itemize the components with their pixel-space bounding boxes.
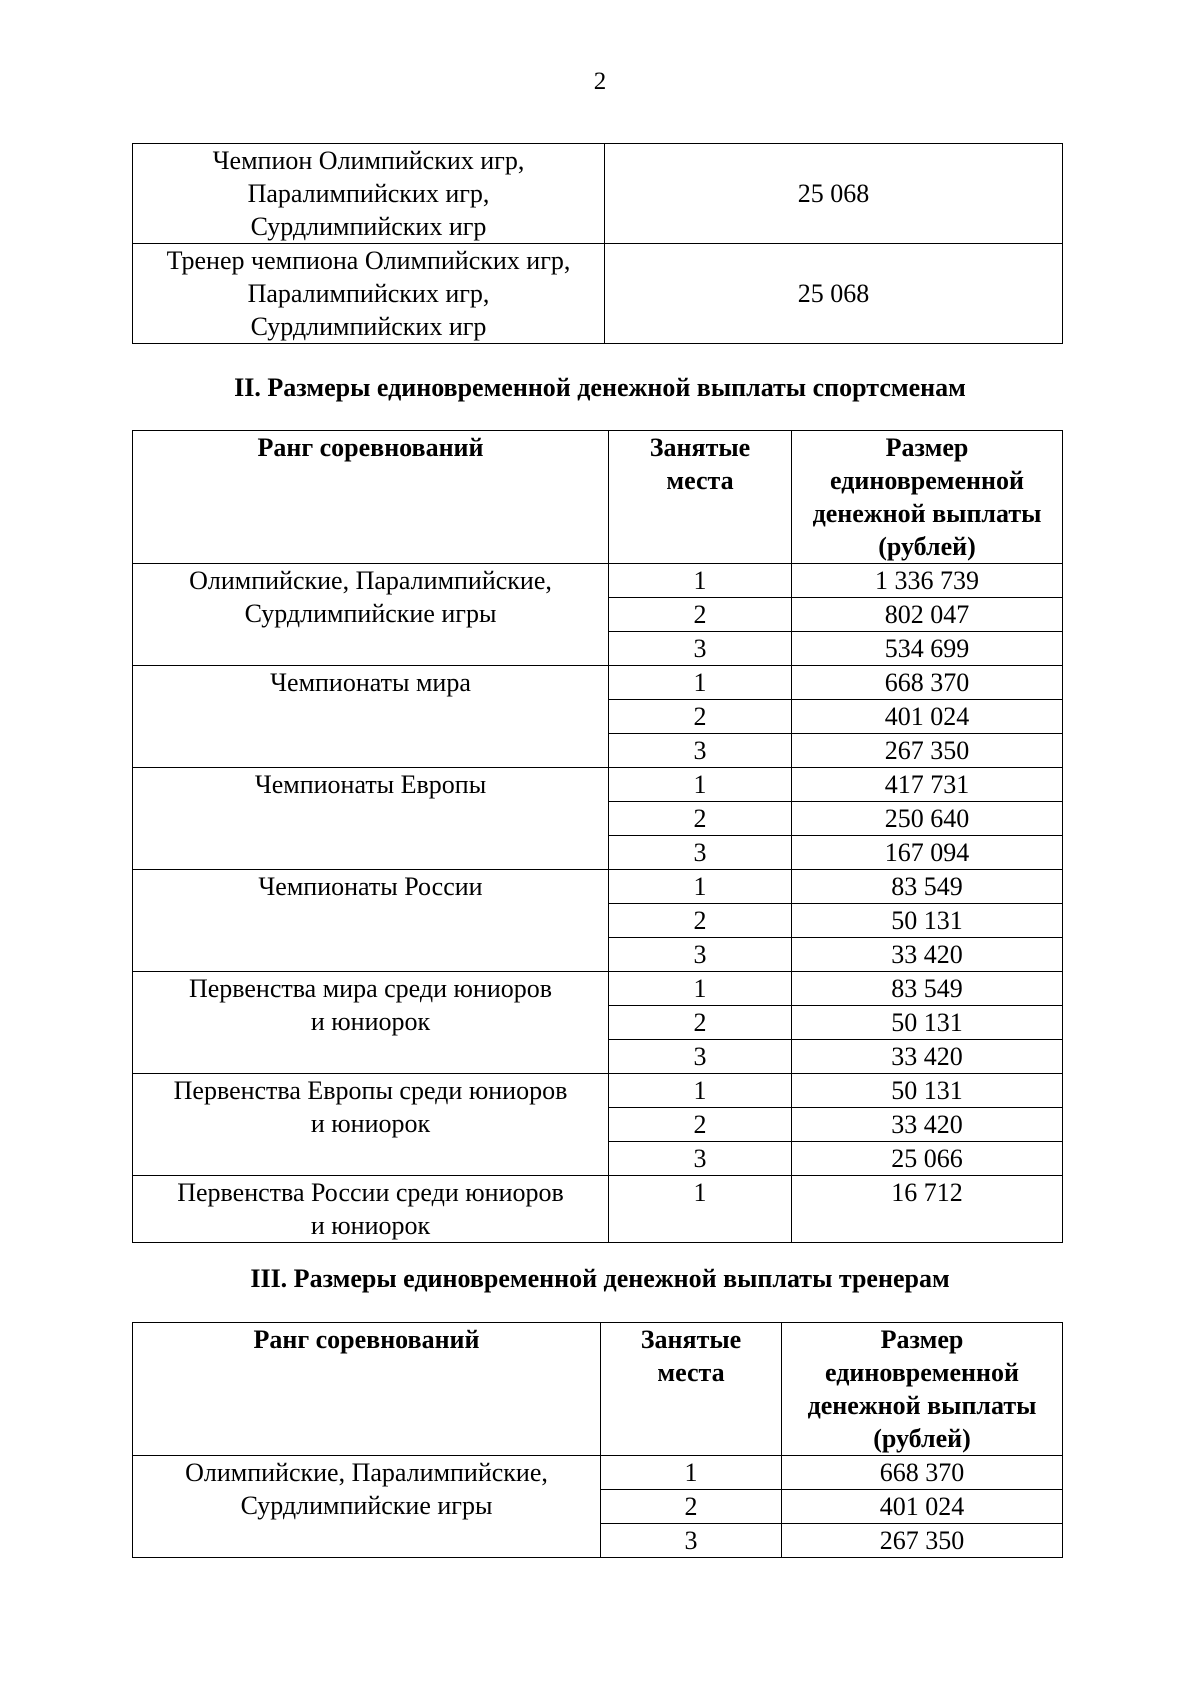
- cell-line: Чемпион Олимпийских игр,: [212, 146, 525, 175]
- place-cell: 1: [609, 564, 792, 598]
- table-row: [133, 1456, 1063, 1490]
- header-line: Размер: [885, 433, 969, 462]
- place-cell: 1: [609, 1176, 792, 1243]
- place-cell: 3: [609, 734, 792, 768]
- header-line: денежной выплаты: [812, 499, 1042, 528]
- place-cell: 1: [609, 768, 792, 802]
- table-row: [133, 244, 1063, 344]
- header-line: Занятые: [649, 433, 751, 462]
- place-cell: 2: [601, 1490, 782, 1524]
- cell-line: Сурдлимпийских игр: [250, 212, 487, 241]
- place-cell: 2: [609, 598, 792, 632]
- coaches-table: [132, 1322, 1063, 1558]
- rank-line: Олимпийские, Паралимпийские,: [185, 1458, 548, 1487]
- rank-line: Первенства России среди юниоров: [177, 1178, 564, 1207]
- cell-line: Сурдлимпийских игр: [250, 312, 487, 341]
- place-cell: 2: [609, 1006, 792, 1040]
- table-cell-name: [133, 144, 605, 244]
- place-cell: 1: [609, 666, 792, 700]
- amount-cell: 401 024: [782, 1490, 1063, 1524]
- place-cell: 3: [601, 1524, 782, 1558]
- amount-cell: 50 131: [792, 1074, 1063, 1108]
- table-row: [133, 1074, 1063, 1108]
- header-line: единовременной: [830, 466, 1024, 495]
- amount-cell: 16 712: [792, 1176, 1063, 1243]
- rank-line: и юниорок: [310, 1109, 431, 1138]
- amount-cell: 50 131: [792, 904, 1063, 938]
- rank-cell: [133, 1176, 609, 1243]
- column-header-rank: [133, 1323, 601, 1456]
- place-cell: 2: [609, 700, 792, 734]
- rank-line: Сурдлимпийские игры: [244, 599, 497, 628]
- place-cell: 3: [609, 938, 792, 972]
- header-line: Ранг соревнований: [253, 1325, 480, 1354]
- header-line: Размер: [880, 1325, 964, 1354]
- rank-cell: [133, 564, 609, 666]
- amount-cell: 33 420: [792, 1108, 1063, 1142]
- header-line: (рублей): [873, 1424, 971, 1453]
- amount-cell: 33 420: [792, 938, 1063, 972]
- table-row: [133, 870, 1063, 904]
- table-row: [133, 144, 1063, 244]
- amount-cell: 534 699: [792, 632, 1063, 666]
- place-cell: 1: [609, 1074, 792, 1108]
- rank-cell: [133, 768, 609, 870]
- place-cell: 3: [609, 836, 792, 870]
- amount-cell: 802 047: [792, 598, 1063, 632]
- table-header-row: [133, 1323, 1063, 1456]
- rank-cell: [133, 972, 609, 1074]
- table-row: [133, 768, 1063, 802]
- amount-cell: 267 350: [782, 1524, 1063, 1558]
- amount-cell: 83 549: [792, 972, 1063, 1006]
- header-line: места: [657, 1358, 725, 1387]
- column-header-amount: [792, 431, 1063, 564]
- rank-line: Сурдлимпийские игры: [240, 1491, 493, 1520]
- rank-line: и юниорок: [310, 1211, 431, 1240]
- amount-cell: 668 370: [782, 1456, 1063, 1490]
- rank-line: Чемпионаты России: [258, 872, 483, 901]
- place-cell: 2: [609, 802, 792, 836]
- rank-cell: [133, 1074, 609, 1176]
- athletes-table: [132, 430, 1063, 1243]
- amount-cell: 250 640: [792, 802, 1063, 836]
- place-cell: 1: [609, 972, 792, 1006]
- table-header-row: [133, 431, 1063, 564]
- amount-cell: 33 420: [792, 1040, 1063, 1074]
- amount-cell: 25 066: [792, 1142, 1063, 1176]
- table-cell-value: 25 068: [605, 144, 1063, 244]
- header-line: денежной выплаты: [807, 1391, 1037, 1420]
- page-number: 2: [593, 68, 607, 95]
- cell-line: Паралимпийских игр,: [247, 279, 490, 308]
- section-title: III. Размеры единовременной денежной выплаты тренерам: [250, 1264, 950, 1293]
- place-cell: 3: [609, 632, 792, 666]
- header-line: Занятые: [640, 1325, 742, 1354]
- rank-cell: [133, 1456, 601, 1558]
- amount-cell: 50 131: [792, 1006, 1063, 1040]
- amount-cell: 401 024: [792, 700, 1063, 734]
- column-header-rank: [133, 431, 609, 564]
- rank-line: Первенства Европы среди юниоров: [173, 1076, 568, 1105]
- rank-cell: [133, 870, 609, 972]
- table-cell-name: [133, 244, 605, 344]
- header-line: Ранг соревнований: [257, 433, 484, 462]
- cell-line: Тренер чемпиона Олимпийских игр,: [166, 246, 571, 275]
- rank-line: Чемпионаты мира: [270, 668, 471, 697]
- top-table: [132, 143, 1063, 344]
- table-row: [133, 666, 1063, 700]
- rank-line: Олимпийские, Паралимпийские,: [189, 566, 552, 595]
- table-row: [133, 564, 1063, 598]
- table-row: [133, 1176, 1063, 1243]
- header-line: единовременной: [825, 1358, 1019, 1387]
- place-cell: 3: [609, 1040, 792, 1074]
- header-line: места: [666, 466, 734, 495]
- amount-cell: 167 094: [792, 836, 1063, 870]
- cell-line: Паралимпийских игр,: [247, 179, 490, 208]
- table-cell-value: 25 068: [605, 244, 1063, 344]
- place-cell: 2: [609, 904, 792, 938]
- section-title: II. Размеры единовременной денежной выплаты спортсменам: [234, 373, 966, 402]
- header-line: (рублей): [878, 532, 976, 561]
- amount-cell: 668 370: [792, 666, 1063, 700]
- rank-line: Первенства мира среди юниоров: [188, 974, 553, 1003]
- place-cell: 1: [601, 1456, 782, 1490]
- table-row: [133, 972, 1063, 1006]
- amount-cell: 417 731: [792, 768, 1063, 802]
- rank-cell: [133, 666, 609, 768]
- amount-cell: 1 336 739: [792, 564, 1063, 598]
- column-header-amount: [782, 1323, 1063, 1456]
- column-header-places: [601, 1323, 782, 1456]
- place-cell: 1: [609, 870, 792, 904]
- place-cell: 3: [609, 1142, 792, 1176]
- place-cell: 2: [609, 1108, 792, 1142]
- rank-line: Чемпионаты Европы: [254, 770, 487, 799]
- amount-cell: 83 549: [792, 870, 1063, 904]
- column-header-places: [609, 431, 792, 564]
- amount-cell: 267 350: [792, 734, 1063, 768]
- rank-line: и юниорок: [310, 1007, 431, 1036]
